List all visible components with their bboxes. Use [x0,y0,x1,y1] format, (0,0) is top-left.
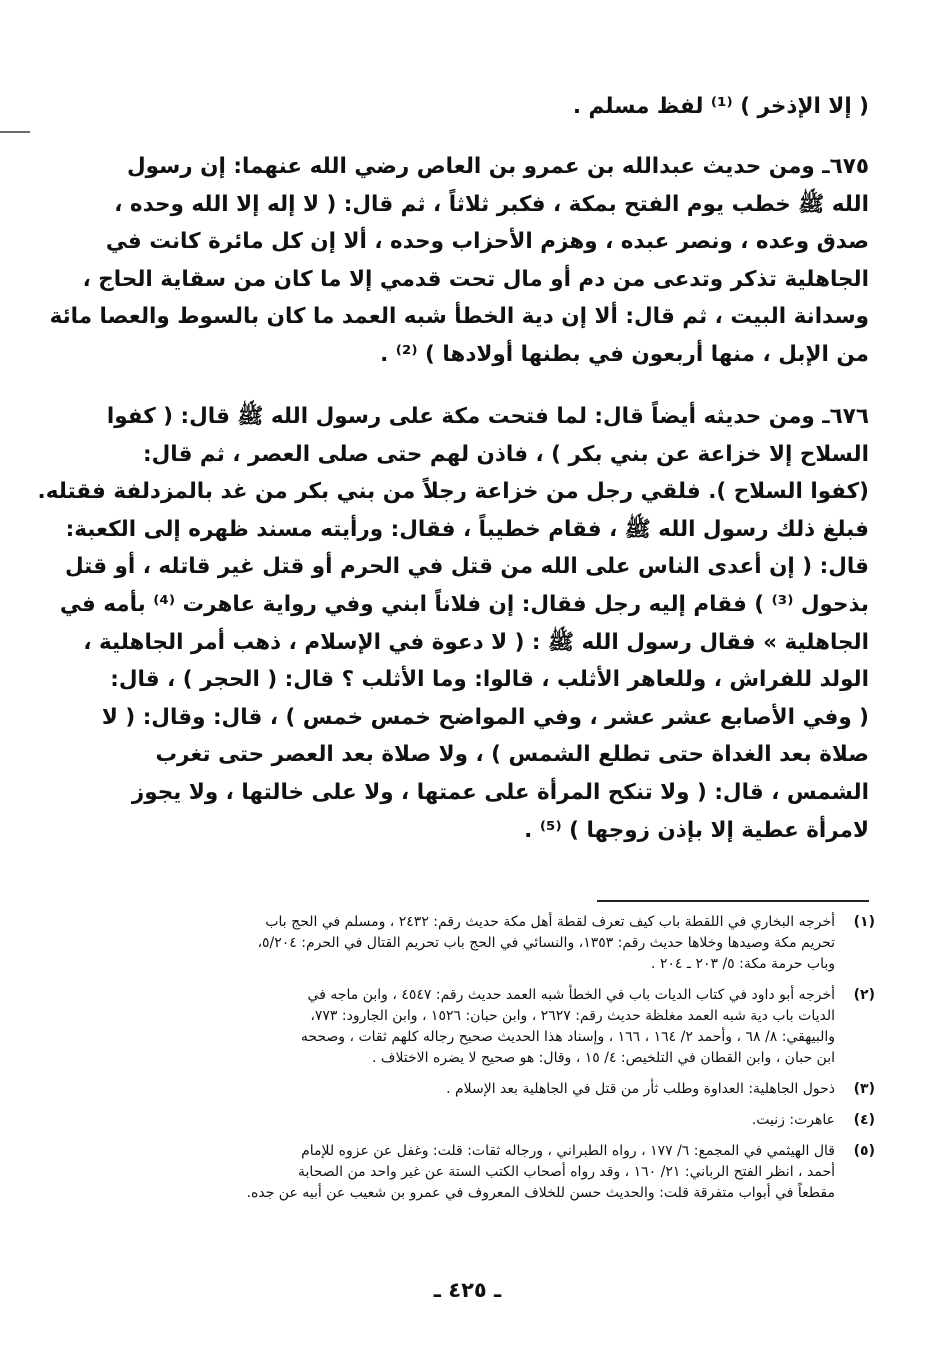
text-line: ( إلا الإذخر ) ⁽¹⁾ لفظ مسلم . [572,94,869,119]
text-line: السلاح إلا خزاعة عن بني بكر ) ، فاذن لهم حتى صلى العصر ، ثم قال: [143,441,869,467]
footnote-body [72,1141,835,1204]
footnote-line: قال الهيثمي في المجمع: ٦/ ١٧٧ ، رواه الطبراني ، ورجاله ثقات: قلت: وغفل عن عزوه للإمام [301,1143,835,1159]
hadith-676-paragraph [37,398,869,849]
footnote-line: والبيهقي: ٨/ ٦٨ ، وأحمد ٢/ ١٦٤ ، ١٦٦ ، وإسناد هذا الحديث صحيح رجاله كلهم ثقات ، وصححه [300,1029,835,1045]
footnote-1 [72,912,875,975]
footnote-line: عاهرت: زنيت. [751,1112,835,1128]
footnote-body [72,912,835,975]
footnote-line: مقطعاً في أبواب متفرقة قلت: والحديث حسن للخلاف المعروف في عمرو بن شعيب عن أبيه عن جده. [246,1185,835,1201]
footnote-body [72,1110,835,1131]
page-number: ـ ٤٢٥ ـ [433,1278,502,1302]
text-line: وسدانة البيت ، ثم قال: ألا إن دية الخطأ شبه العمد ما كان بالسوط والعصا مائة [49,304,869,330]
footnote-number: (٢) [853,987,875,1003]
text-line: ٦٧٦ـ ومن حديثه أيضاً قال: لما فتحت مكة على رسول الله ﷺ قال: ( كفوا [106,404,869,429]
footnote-3 [72,1079,875,1100]
footnote-line: أخرجه أبو داود في كتاب الديات باب في الخطأ شبه العمد حديث رقم: ٤٥٤٧ ، وابن ماجه في [307,987,835,1003]
footnote-line: أخرجه البخاري في اللقطة باب كيف تعرف لقطة أهل مكة حديث رقم: ٢٤٣٢ ، ومسلم في الحج باب [265,914,835,930]
footnotes-section [72,912,875,1214]
text-line: الولد للفراش ، وللعاهر الأثلب ، قالوا: وما الأثلب ؟ قال: ( الحجر ) ، قال: [110,667,869,693]
footnote-number: (١) [853,914,875,930]
footnote-2 [72,985,875,1069]
text-line: ٦٧٥ـ ومن حديث عبدالله بن عمرو بن العاص رضي الله عنهما: إن رسول [127,154,869,179]
text-line: (كفوا السلاح ). فلقي رجل من خزاعة رجلاً من بني بكر من غد بالمزدلفة فقتله. [37,479,869,505]
footnote-line: تحريم مكة وصيدها وخلاها حديث رقم: ١٣٥٣، والنسائي في الحج باب تحريم القتال في الحرم: ٥/٢٠٤، [257,935,835,951]
footnote-line: ابن حبان ، وابن القطان في التلخيص: ٤/ ١٥ ، وقال: هو صحيح لا يضره الاختلاف . [372,1050,835,1066]
footnote-line: أحمد ، انظر الفتح الرباني: ٢١/ ١٦٠ ، وقد رواه أصحاب الكتب الستة عن غير واحد من الصحابة [298,1164,835,1180]
text-line: لامرأة عطية إلا بإذن زوجها ) ⁽⁵⁾ . [524,817,869,843]
text-line: صدق وعده ، ونصر عبده ، وهزم الأحزاب وحده ، ألا إن كل مائرة كانت في [105,229,869,255]
footnote-body [72,1079,835,1100]
footnote-4 [72,1110,875,1131]
footnote-body [72,985,835,1069]
text-line: من الإبل ، منها أربعون في بطنها أولادها ) ⁽²⁾ . [380,341,869,367]
footnote-number: (٣) [853,1081,875,1097]
text-line: ( وفي الأصابع عشر عشر ، وفي المواضح خمس خمس ) ، قال: وقال: ( لا [101,704,869,730]
text-line: الله ﷺ خطب يوم الفتح بمكة ، فكبر ثلاثاً ، ثم قال: ( لا إله إلا الله وحده ، [114,191,869,217]
text-line: الجاهلية تذكر وتدعى من دم أو مال تحت قدمي إلا ما كان من سقاية الحاج ، [82,266,869,292]
main-text-continuation [72,88,869,126]
text-line: الجاهلية » فقال رسول الله ﷺ : ( لا دعوة في الإسلام ، ذهب أمر الجاهلية ، [83,629,869,655]
footnote-5 [72,1141,875,1204]
footnote-line: ذحول الجاهلية: العداوة وطلب ثأر من قتل في الجاهلية بعد الإسلام . [446,1081,835,1097]
hadith-675-paragraph [49,148,869,374]
text-line: صلاة بعد الغداة حتى تطلع الشمس ) ، ولا صلاة بعد العصر حتى تغرب [155,742,869,768]
footnote-line: وباب حرمة مكة: ٥/ ٢٠٣ ـ ٢٠٤ . [650,956,835,972]
footnote-number: (٥) [853,1143,875,1159]
footnote-divider [597,900,869,902]
text-line: فبلغ ذلك رسول الله ﷺ ، فقام خطيباً ، فقال: ورأيته مسند ظهره إلى الكعبة: [65,516,869,542]
text-line: الشمس ، قال: ( ولا تنكح المرأة على عمتها ، ولا على خالتها ، ولا يجوز [131,779,869,805]
text-line: قال: ( إن أعدى الناس على الله من قتل في الحرم أو قتل غير قاتله ، أو قتل [64,554,869,580]
scan-margin-mark [0,131,30,133]
text-line: بذحول ⁽³⁾ ) فقام إليه رجل فقال: إن فلاناً ابني وفي رواية عاهرت ⁽⁴⁾ بأمه في [59,591,869,617]
footnote-line: الديات باب دية شبه العمد مغلظة حديث رقم: ٢٦٢٧ ، وابن حبان: ١٥٢٦ ، وابن الجارود: ٧٧٣، [310,1008,835,1024]
footnote-number: (٤) [853,1112,875,1128]
